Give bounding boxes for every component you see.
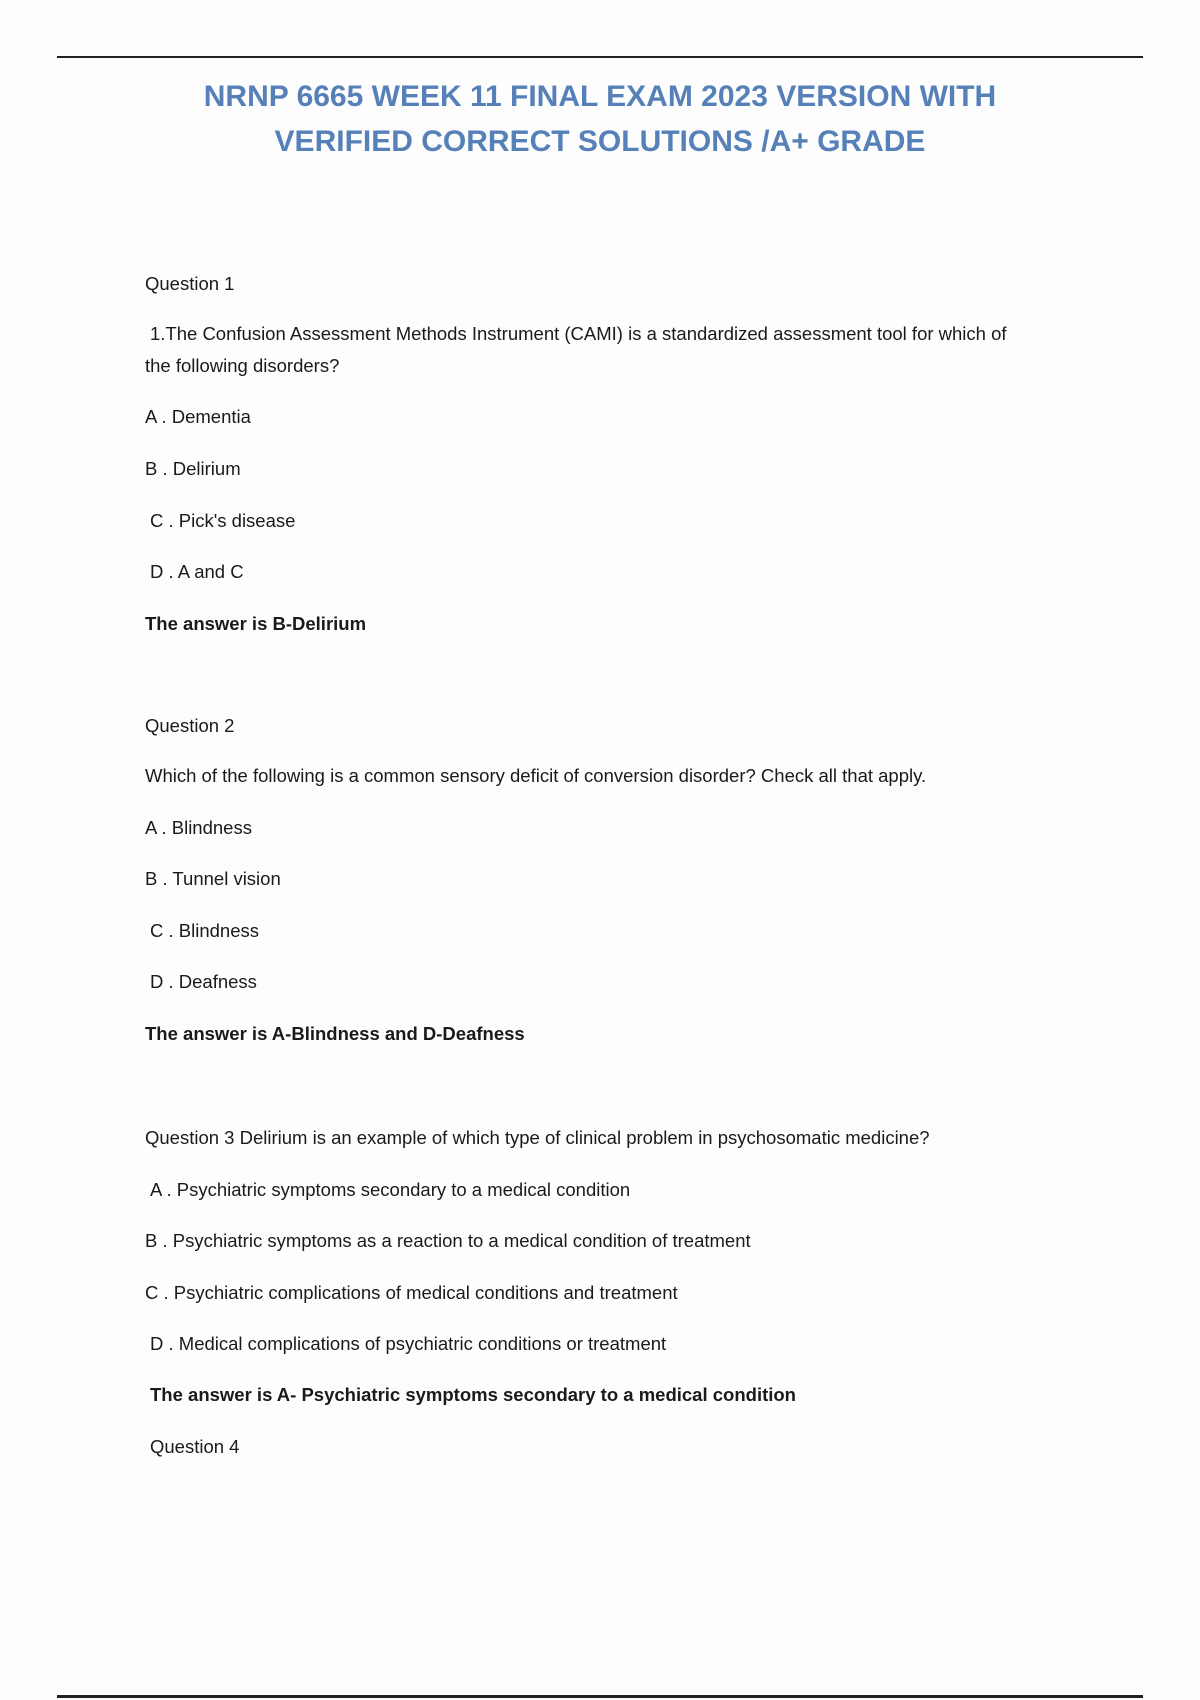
question-2-option-a: A . Blindness — [145, 817, 252, 838]
question-3-option-c: C . Psychiatric complications of medical conditions and treatment — [145, 1282, 678, 1303]
question-1-option-c: C . Pick's disease — [150, 510, 296, 531]
question-1-option-b: B . Delirium — [145, 458, 241, 479]
bottom-rule — [57, 1695, 1143, 1698]
question-4-header: Question 4 — [150, 1436, 240, 1457]
top-rule — [57, 56, 1143, 58]
question-1-header: Question 1 — [145, 273, 235, 294]
question-3-option-a: A . Psychiatric symptoms secondary to a medical condition — [150, 1179, 631, 1200]
title-line-1: NRNP 6665 WEEK 11 FINAL EXAM 2023 VERSION WITH — [203, 80, 997, 113]
question-2-answer: The answer is A-Blindness and D-Deafness — [145, 1023, 525, 1044]
question-2-header: Question 2 — [145, 715, 235, 736]
question-3-answer: The answer is A- Psychiatric symptoms secondary to a medical condition — [150, 1384, 796, 1405]
question-3-option-b: B . Psychiatric symptoms as a reaction to a medical condition of treatment — [145, 1230, 751, 1251]
question-1-option-d: D . A and C — [150, 561, 244, 582]
question-2-option-c: C . Blindness — [150, 920, 259, 941]
question-1-answer: The answer is B-Delirium — [145, 613, 367, 634]
question-3-option-d: D . Medical complications of psychiatric conditions or treatment — [150, 1333, 667, 1354]
title-line-2: VERIFIED CORRECT SOLUTIONS /A+ GRADE — [274, 125, 926, 158]
question-3-header: Question 3 Delirium is an example of which type of clinical problem in psychosomatic medicine? — [145, 1127, 930, 1148]
question-1-text-cont: the following disorders? — [145, 355, 340, 376]
question-2-option-d: D . Deafness — [150, 971, 257, 992]
question-2-text: Which of the following is a common sensory deficit of conversion disorder? Check all that apply. — [145, 765, 927, 786]
question-2-option-b: B . Tunnel vision — [145, 868, 281, 889]
question-1-option-a: A . Dementia — [145, 406, 251, 427]
document-title — [100, 74, 1100, 164]
question-1-text: 1.The Confusion Assessment Methods Instrument (CAMI) is a standardized assessment tool for which of — [150, 323, 1007, 344]
